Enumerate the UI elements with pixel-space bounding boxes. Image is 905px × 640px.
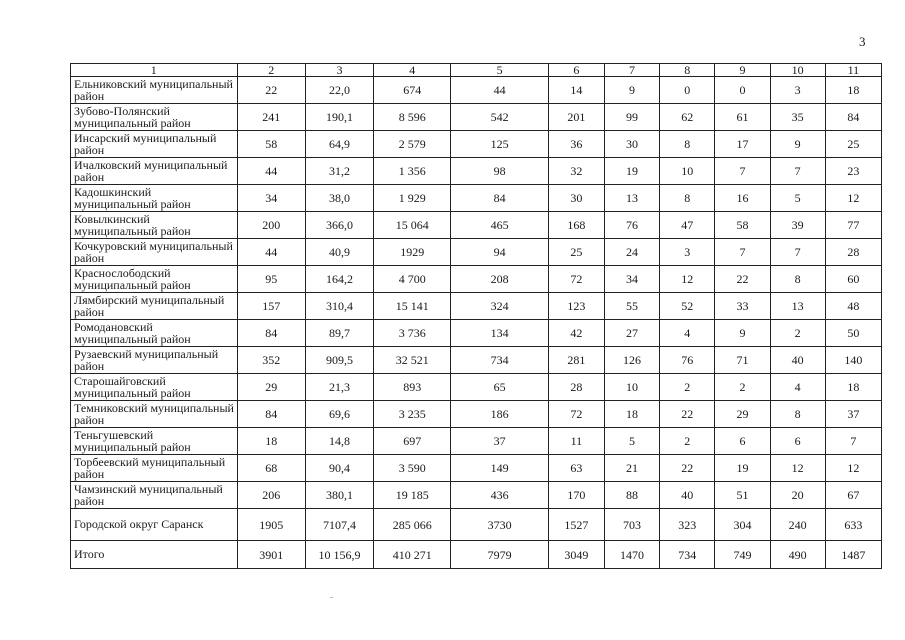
value-cell-col-10: 7 <box>770 158 825 185</box>
district-name: Лямбирский муниципальный район <box>71 293 238 320</box>
value-cell-col-2: 34 <box>237 185 305 212</box>
value-cell-col-6: 1527 <box>548 509 604 541</box>
table-row <box>71 239 882 266</box>
value-cell-col-9: 33 <box>715 293 770 320</box>
value-cell-col-10: 8 <box>770 401 825 428</box>
value-cell-col-9: 29 <box>715 401 770 428</box>
value-cell-col-3: 7107,4 <box>305 509 373 541</box>
value-cell-col-3: 366,0 <box>305 212 373 239</box>
value-cell-col-3: 909,5 <box>305 347 373 374</box>
value-cell-col-3: 31,2 <box>305 158 373 185</box>
value-cell-col-8: 22 <box>660 401 715 428</box>
value-cell-col-11: 77 <box>825 212 881 239</box>
value-cell-col-3: 90,4 <box>305 455 373 482</box>
value-cell-col-9: 7 <box>715 239 770 266</box>
value-cell-col-2: 44 <box>237 239 305 266</box>
value-cell-col-11: 28 <box>825 239 881 266</box>
value-cell-col-3: 310,4 <box>305 293 373 320</box>
district-name: Теньгушевский муниципальный район <box>71 428 238 455</box>
value-cell-col-6: 3049 <box>548 541 604 569</box>
value-cell-col-7: 18 <box>604 401 659 428</box>
value-cell-col-4: 1 356 <box>374 158 451 185</box>
value-cell-col-5: 65 <box>451 374 548 401</box>
value-cell-col-8: 22 <box>660 455 715 482</box>
table-row <box>71 374 882 401</box>
value-cell-col-3: 190,1 <box>305 104 373 131</box>
district-name: Итого <box>71 541 238 569</box>
column-number-1: 1 <box>71 64 238 77</box>
value-cell-col-2: 157 <box>237 293 305 320</box>
value-cell-col-6: 201 <box>548 104 604 131</box>
value-cell-col-3: 164,2 <box>305 266 373 293</box>
district-name: Чамзинский муниципальный район <box>71 482 238 509</box>
value-cell-col-3: 21,3 <box>305 374 373 401</box>
value-cell-col-3: 69,6 <box>305 401 373 428</box>
table-row <box>71 131 882 158</box>
value-cell-col-5: 542 <box>451 104 548 131</box>
value-cell-col-3: 38,0 <box>305 185 373 212</box>
value-cell-col-8: 0 <box>660 77 715 104</box>
value-cell-col-4: 697 <box>374 428 451 455</box>
value-cell-col-5: 37 <box>451 428 548 455</box>
value-cell-col-10: 12 <box>770 455 825 482</box>
table-row <box>71 320 882 347</box>
value-cell-col-10: 39 <box>770 212 825 239</box>
value-cell-col-7: 99 <box>604 104 659 131</box>
value-cell-col-3: 22,0 <box>305 77 373 104</box>
value-cell-col-10: 4 <box>770 374 825 401</box>
table-row <box>71 266 882 293</box>
table-row <box>71 158 882 185</box>
value-cell-col-2: 29 <box>237 374 305 401</box>
value-cell-col-4: 3 736 <box>374 320 451 347</box>
value-cell-col-4: 8 596 <box>374 104 451 131</box>
district-name: Ромодановский муниципальный район <box>71 320 238 347</box>
value-cell-col-2: 1905 <box>237 509 305 541</box>
value-cell-col-9: 58 <box>715 212 770 239</box>
value-cell-col-3: 64,9 <box>305 131 373 158</box>
value-cell-col-11: 18 <box>825 77 881 104</box>
value-cell-col-8: 2 <box>660 374 715 401</box>
value-cell-col-5: 134 <box>451 320 548 347</box>
value-cell-col-4: 1 929 <box>374 185 451 212</box>
value-cell-col-2: 84 <box>237 401 305 428</box>
district-name: Зубово-Полянский муниципальный район <box>71 104 238 131</box>
value-cell-col-5: 84 <box>451 185 548 212</box>
value-cell-col-11: 7 <box>825 428 881 455</box>
value-cell-col-11: 633 <box>825 509 881 541</box>
value-cell-col-11: 67 <box>825 482 881 509</box>
value-cell-col-4: 410 271 <box>374 541 451 569</box>
value-cell-col-6: 30 <box>548 185 604 212</box>
value-cell-col-9: 16 <box>715 185 770 212</box>
value-cell-col-4: 15 064 <box>374 212 451 239</box>
value-cell-col-11: 140 <box>825 347 881 374</box>
value-cell-col-8: 76 <box>660 347 715 374</box>
value-cell-col-11: 25 <box>825 131 881 158</box>
value-cell-col-7: 5 <box>604 428 659 455</box>
value-cell-col-10: 7 <box>770 239 825 266</box>
value-cell-col-8: 734 <box>660 541 715 569</box>
district-name: Краснослободский муниципальный район <box>71 266 238 293</box>
value-cell-col-11: 12 <box>825 455 881 482</box>
column-number-8: 8 <box>660 64 715 77</box>
district-name: Торбеевский муниципальный район <box>71 455 238 482</box>
value-cell-col-5: 3730 <box>451 509 548 541</box>
value-cell-col-8: 10 <box>660 158 715 185</box>
value-cell-col-7: 13 <box>604 185 659 212</box>
value-cell-col-7: 34 <box>604 266 659 293</box>
value-cell-col-2: 352 <box>237 347 305 374</box>
value-cell-col-11: 50 <box>825 320 881 347</box>
value-cell-col-2: 22 <box>237 77 305 104</box>
district-name: Темниковский муниципальный район <box>71 401 238 428</box>
column-number-6: 6 <box>548 64 604 77</box>
value-cell-col-8: 62 <box>660 104 715 131</box>
value-cell-col-10: 35 <box>770 104 825 131</box>
table-header-row <box>71 64 882 77</box>
value-cell-col-6: 42 <box>548 320 604 347</box>
district-name: Инсарский муниципальный район <box>71 131 238 158</box>
value-cell-col-4: 32 521 <box>374 347 451 374</box>
value-cell-col-2: 95 <box>237 266 305 293</box>
value-cell-col-4: 19 185 <box>374 482 451 509</box>
value-cell-col-10: 5 <box>770 185 825 212</box>
table-row <box>71 347 882 374</box>
value-cell-col-7: 126 <box>604 347 659 374</box>
value-cell-col-4: 1929 <box>374 239 451 266</box>
scan-artifact <box>330 597 333 598</box>
value-cell-col-8: 4 <box>660 320 715 347</box>
district-name: Ичалковский муниципальный район <box>71 158 238 185</box>
value-cell-col-6: 170 <box>548 482 604 509</box>
table-row <box>71 428 882 455</box>
value-cell-col-6: 72 <box>548 401 604 428</box>
value-cell-col-3: 40,9 <box>305 239 373 266</box>
value-cell-col-11: 23 <box>825 158 881 185</box>
value-cell-col-6: 168 <box>548 212 604 239</box>
value-cell-col-11: 18 <box>825 374 881 401</box>
value-cell-col-9: 749 <box>715 541 770 569</box>
value-cell-col-4: 3 235 <box>374 401 451 428</box>
column-number-5: 5 <box>451 64 548 77</box>
value-cell-col-10: 240 <box>770 509 825 541</box>
district-name: Городской округ Саранск <box>71 509 238 541</box>
value-cell-col-7: 21 <box>604 455 659 482</box>
value-cell-col-10: 490 <box>770 541 825 569</box>
value-cell-col-2: 18 <box>237 428 305 455</box>
value-cell-col-7: 27 <box>604 320 659 347</box>
value-cell-col-8: 8 <box>660 185 715 212</box>
table-row <box>71 293 882 320</box>
value-cell-col-6: 63 <box>548 455 604 482</box>
value-cell-col-5: 7979 <box>451 541 548 569</box>
value-cell-col-6: 25 <box>548 239 604 266</box>
value-cell-col-6: 11 <box>548 428 604 455</box>
value-cell-col-9: 17 <box>715 131 770 158</box>
page-number: 3 <box>859 34 866 49</box>
value-cell-col-5: 44 <box>451 77 548 104</box>
value-cell-col-10: 8 <box>770 266 825 293</box>
value-cell-col-4: 2 579 <box>374 131 451 158</box>
value-cell-col-9: 0 <box>715 77 770 104</box>
value-cell-col-4: 4 700 <box>374 266 451 293</box>
value-cell-col-6: 72 <box>548 266 604 293</box>
column-number-11: 11 <box>825 64 881 77</box>
value-cell-col-5: 186 <box>451 401 548 428</box>
value-cell-col-5: 125 <box>451 131 548 158</box>
value-cell-col-2: 241 <box>237 104 305 131</box>
value-cell-col-6: 14 <box>548 77 604 104</box>
value-cell-col-9: 22 <box>715 266 770 293</box>
column-number-10: 10 <box>770 64 825 77</box>
value-cell-col-8: 40 <box>660 482 715 509</box>
value-cell-col-3: 14,8 <box>305 428 373 455</box>
table-row <box>71 104 882 131</box>
total-row <box>71 541 882 569</box>
value-cell-col-9: 51 <box>715 482 770 509</box>
district-name: Старошайговский муниципальный район <box>71 374 238 401</box>
district-name: Рузаевский муниципальный район <box>71 347 238 374</box>
value-cell-col-4: 15 141 <box>374 293 451 320</box>
district-name: Кочкуровский муниципальный район <box>71 239 238 266</box>
value-cell-col-11: 37 <box>825 401 881 428</box>
value-cell-col-3: 380,1 <box>305 482 373 509</box>
value-cell-col-7: 9 <box>604 77 659 104</box>
value-cell-col-7: 19 <box>604 158 659 185</box>
value-cell-col-7: 76 <box>604 212 659 239</box>
value-cell-col-4: 285 066 <box>374 509 451 541</box>
value-cell-col-8: 8 <box>660 131 715 158</box>
value-cell-col-2: 206 <box>237 482 305 509</box>
value-cell-col-2: 3901 <box>237 541 305 569</box>
value-cell-col-2: 44 <box>237 158 305 185</box>
value-cell-col-5: 324 <box>451 293 548 320</box>
value-cell-col-10: 2 <box>770 320 825 347</box>
value-cell-col-10: 6 <box>770 428 825 455</box>
table-row <box>71 77 882 104</box>
column-number-4: 4 <box>374 64 451 77</box>
table-row <box>71 185 882 212</box>
value-cell-col-10: 20 <box>770 482 825 509</box>
value-cell-col-7: 24 <box>604 239 659 266</box>
column-number-3: 3 <box>305 64 373 77</box>
value-cell-col-8: 3 <box>660 239 715 266</box>
value-cell-col-9: 304 <box>715 509 770 541</box>
value-cell-col-6: 36 <box>548 131 604 158</box>
value-cell-col-7: 88 <box>604 482 659 509</box>
table-row <box>71 509 882 541</box>
value-cell-col-6: 281 <box>548 347 604 374</box>
value-cell-col-11: 84 <box>825 104 881 131</box>
value-cell-col-3: 10 156,9 <box>305 541 373 569</box>
value-cell-col-9: 2 <box>715 374 770 401</box>
value-cell-col-6: 32 <box>548 158 604 185</box>
value-cell-col-2: 84 <box>237 320 305 347</box>
value-cell-col-9: 61 <box>715 104 770 131</box>
value-cell-col-9: 71 <box>715 347 770 374</box>
value-cell-col-5: 98 <box>451 158 548 185</box>
value-cell-col-8: 47 <box>660 212 715 239</box>
value-cell-col-4: 3 590 <box>374 455 451 482</box>
value-cell-col-7: 55 <box>604 293 659 320</box>
value-cell-col-4: 674 <box>374 77 451 104</box>
district-name: Ельниковский муниципальный район <box>71 77 238 104</box>
value-cell-col-7: 10 <box>604 374 659 401</box>
value-cell-col-10: 13 <box>770 293 825 320</box>
value-cell-col-2: 68 <box>237 455 305 482</box>
value-cell-col-9: 7 <box>715 158 770 185</box>
column-number-9: 9 <box>715 64 770 77</box>
value-cell-col-2: 58 <box>237 131 305 158</box>
value-cell-col-9: 9 <box>715 320 770 347</box>
value-cell-col-10: 40 <box>770 347 825 374</box>
value-cell-col-5: 94 <box>451 239 548 266</box>
value-cell-col-5: 436 <box>451 482 548 509</box>
value-cell-col-5: 734 <box>451 347 548 374</box>
value-cell-col-7: 30 <box>604 131 659 158</box>
value-cell-col-6: 123 <box>548 293 604 320</box>
value-cell-col-8: 2 <box>660 428 715 455</box>
value-cell-col-5: 149 <box>451 455 548 482</box>
table-row <box>71 401 882 428</box>
table-body <box>71 64 882 569</box>
table-row <box>71 455 882 482</box>
district-name: Ковылкинский муниципальный район <box>71 212 238 239</box>
table-row <box>71 482 882 509</box>
value-cell-col-2: 200 <box>237 212 305 239</box>
value-cell-col-11: 1487 <box>825 541 881 569</box>
value-cell-col-8: 12 <box>660 266 715 293</box>
table-row <box>71 212 882 239</box>
value-cell-col-9: 19 <box>715 455 770 482</box>
value-cell-col-5: 465 <box>451 212 548 239</box>
district-name: Кадошкинский муниципальный район <box>71 185 238 212</box>
value-cell-col-7: 1470 <box>604 541 659 569</box>
value-cell-col-5: 208 <box>451 266 548 293</box>
statistics-table <box>70 63 882 569</box>
value-cell-col-11: 60 <box>825 266 881 293</box>
value-cell-col-6: 28 <box>548 374 604 401</box>
value-cell-col-11: 12 <box>825 185 881 212</box>
value-cell-col-4: 893 <box>374 374 451 401</box>
value-cell-col-11: 48 <box>825 293 881 320</box>
value-cell-col-9: 6 <box>715 428 770 455</box>
column-number-7: 7 <box>604 64 659 77</box>
value-cell-col-3: 89,7 <box>305 320 373 347</box>
value-cell-col-10: 3 <box>770 77 825 104</box>
value-cell-col-8: 323 <box>660 509 715 541</box>
value-cell-col-10: 9 <box>770 131 825 158</box>
value-cell-col-8: 52 <box>660 293 715 320</box>
column-number-2: 2 <box>237 64 305 77</box>
value-cell-col-7: 703 <box>604 509 659 541</box>
